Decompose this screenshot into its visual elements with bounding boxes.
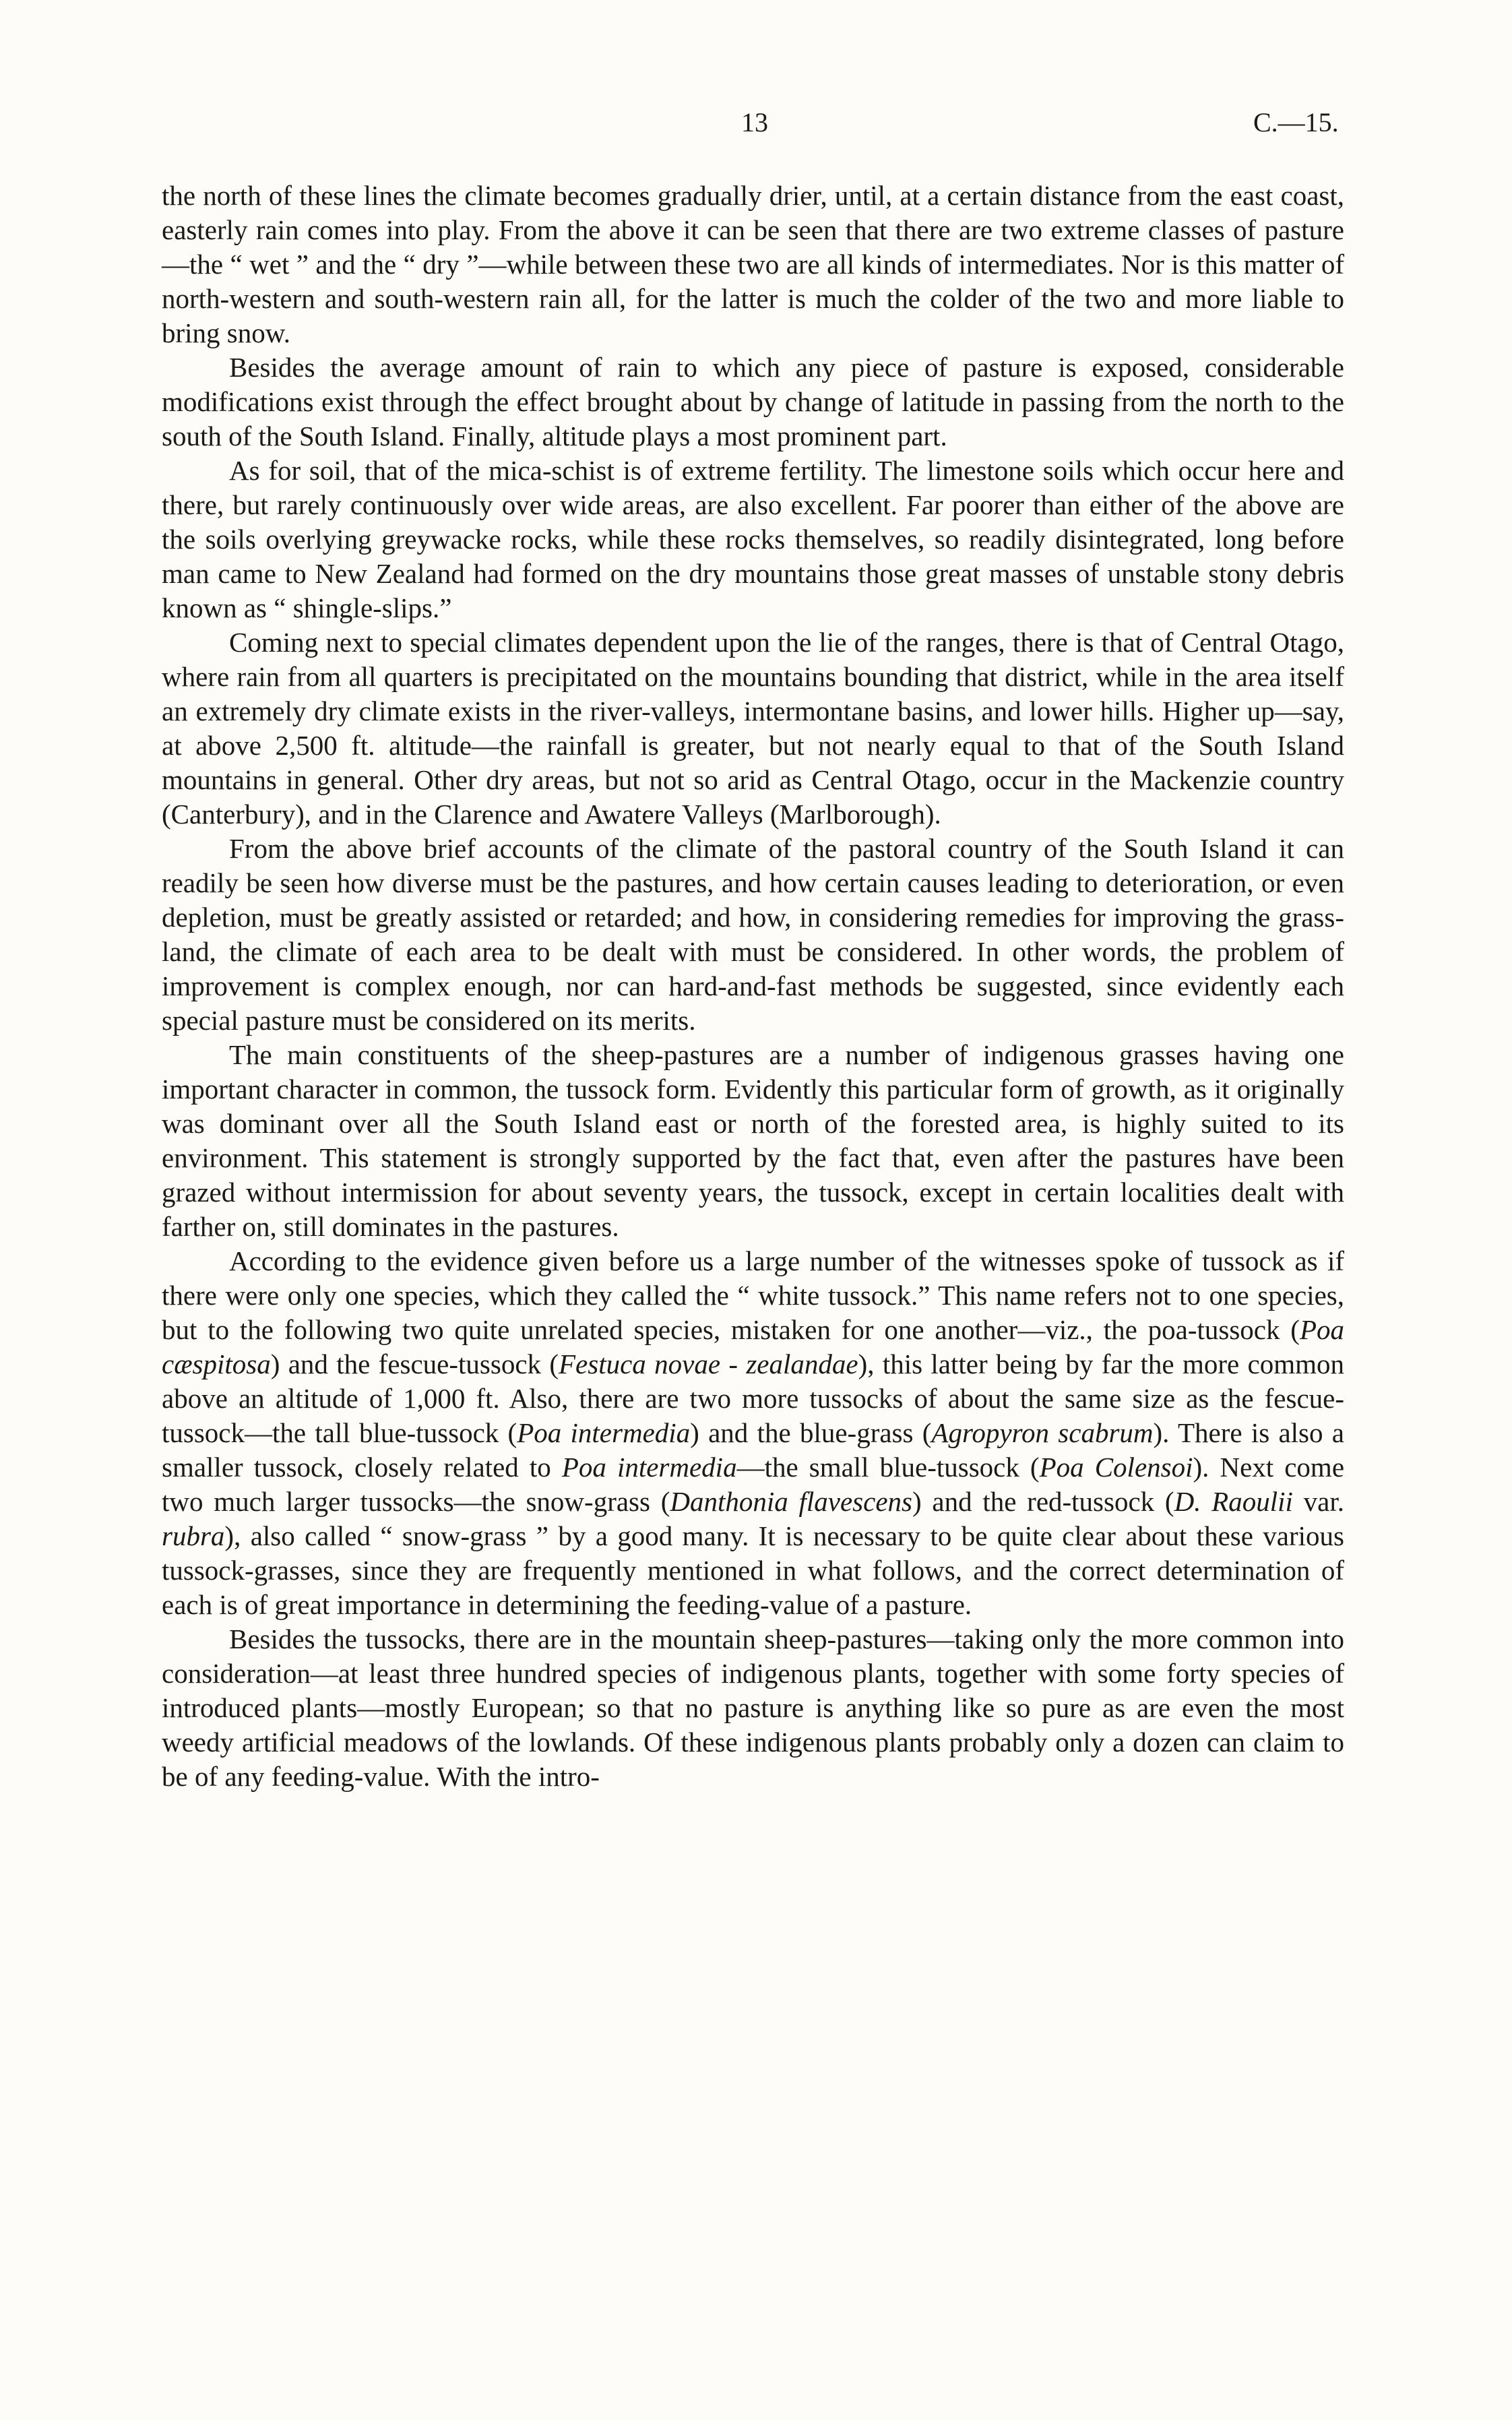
- text-run: ), also called “ snow-grass ” by a good many. It is necessary to be quite clear about these various tussock-grasses, since they are frequently mentioned in what follows, and the correct determination of each is of great importance in determining the feeding-value of a pasture.: [162, 1520, 1344, 1620]
- species-name: Agropyron scabrum: [931, 1417, 1154, 1448]
- text-run: ), this latter being by far the more common above an altitude of 1,000 ft. Also, there are two more tussocks of about the same size as the fescue-tussock—the tall blue-tussock (: [162, 1348, 1344, 1448]
- text-run: The main constituents of the sheep-pastures are a number of indigenous grasses having one important character in common, the tussock form. Evidently this particular form of growth, as it originally was dominant over all the South Island east or north of the forested area, is highly suited to its environment. This statement is strongly supported by the fact that, even after the pastures have been grazed without intermission for about seventy years, the tussock, except in certain localities dealt with farther on, still dominates in the pastures.: [162, 1039, 1344, 1242]
- text-run: As for soil, that of the mica-schist is of extreme fertility. The limestone soils which occur here and there, but rarely continuously over wide areas, are also excellent. Far poorer than either of the above are the soils overlying greywacke rocks, while these rocks themselves, so readily disintegrated, long before man came to New Zealand had formed on the dry mountains those great masses of unstable stony debris known as “ shingle-slips.”: [162, 455, 1344, 623]
- text-run: ). There is also a smaller tussock, closely related to: [162, 1417, 1344, 1483]
- paragraph-p3: [162, 454, 1344, 625]
- text-run: Coming next to special climates dependent upon the lie of the ranges, there is that of Central Otago, where rain from all quarters is precipitated on the mountains bounding that district, while in the area itself an extremely dry climate exists in the river-valleys, intermontane basins, and lower hills. Higher up—say, at above 2,500 ft. altitude—the rainfall is greater, but not nearly equal to that of the South Island mountains in general. Other dry areas, but not so arid as Central Otago, occur in the Mackenzie country (Canterbury), and in the Clarence and Awatere Valleys (Marlborough).: [162, 627, 1344, 830]
- species-name: Poa intermedia: [517, 1417, 691, 1448]
- page-number: 13: [741, 107, 768, 137]
- species-name: Poa intermedia: [561, 1452, 737, 1483]
- text-run: —the small blue-tussock (: [736, 1452, 1040, 1483]
- paragraph-p4: [162, 625, 1344, 832]
- species-name: rubra: [162, 1520, 225, 1551]
- paragraph-p6: [162, 1038, 1344, 1244]
- text-run: var.: [1292, 1486, 1344, 1517]
- text-run: From the above brief accounts of the climate of the pastoral country of the South Island it can readily be seen how diverse must be the pastures, and how certain causes leading to deterioration, or even depletion, must be greatly assisted or retarded; and how, in considering remedies for improving the grass-land, the climate of each area to be dealt with must be considered. In other words, the problem of improvement is complex enough, nor can hard-and-fast methods be suggested, since evidently each special pasture must be considered on its merits.: [162, 833, 1344, 1036]
- text-run: ). Next come two much larger tussocks—the snow-grass (: [162, 1452, 1345, 1517]
- paragraph-p2: [162, 350, 1344, 454]
- species-name: Festuca novae - zealandae: [559, 1348, 858, 1379]
- page-header: [0, 106, 1512, 147]
- text-run: ) and the blue-grass (: [690, 1417, 932, 1448]
- species-name: Poa Colensoi: [1039, 1452, 1193, 1483]
- text-run: Besides the average amount of rain to which any piece of pasture is exposed, considerable modifications exist through the effect brought about by change of latitude in passing from the north to the south of the South Island. Finally, altitude plays a most prominent part.: [162, 352, 1344, 452]
- paragraph-p5: [162, 832, 1344, 1038]
- body-text: [162, 179, 1344, 1794]
- document-reference: C.—15.: [1253, 107, 1339, 137]
- species-name: Poa cæspitosa: [162, 1314, 1344, 1379]
- text-run: ) and the red-tussock (: [912, 1486, 1174, 1517]
- text-run: Besides the tussocks, there are in the mountain sheep-pastures—taking only the more common into consideration—at least three hundred species of indigenous plants, together with some forty species of introduced plants—mostly European; so that no pasture is anything like so pure as are even the most weedy artificial meadows of the lowlands. Of these indigenous plants probably only a dozen can claim to be of any feeding-value. With the intro-: [162, 1623, 1344, 1792]
- text-run: ) and the fescue-tussock (: [270, 1348, 559, 1379]
- paragraph-p8: [162, 1622, 1344, 1794]
- paragraph-p1: [162, 179, 1344, 350]
- paragraph-p7: [162, 1244, 1344, 1622]
- text-run: According to the evidence given before us a large number of the witnesses spoke of tussock as if there were only one species, which they called the “ white tussock.” This name refers not to one species, but to the following two quite unrelated species, mistaken for one another—viz., the poa-tussock (: [162, 1245, 1344, 1345]
- text-run: the north of these lines the climate becomes gradually drier, until, at a certain distance from the east coast, easterly rain comes into play. From the above it can be seen that there are two extreme classes of pasture—the “ wet ” and the “ dry ”—while between these two are all kinds of intermediates. Nor is this matter of north-western and south-western rain all, for the latter is much the colder of the two and more liable to bring snow.: [162, 180, 1344, 348]
- species-name: Danthonia flavescens: [670, 1486, 912, 1517]
- species-name: D. Raoulii: [1174, 1486, 1293, 1517]
